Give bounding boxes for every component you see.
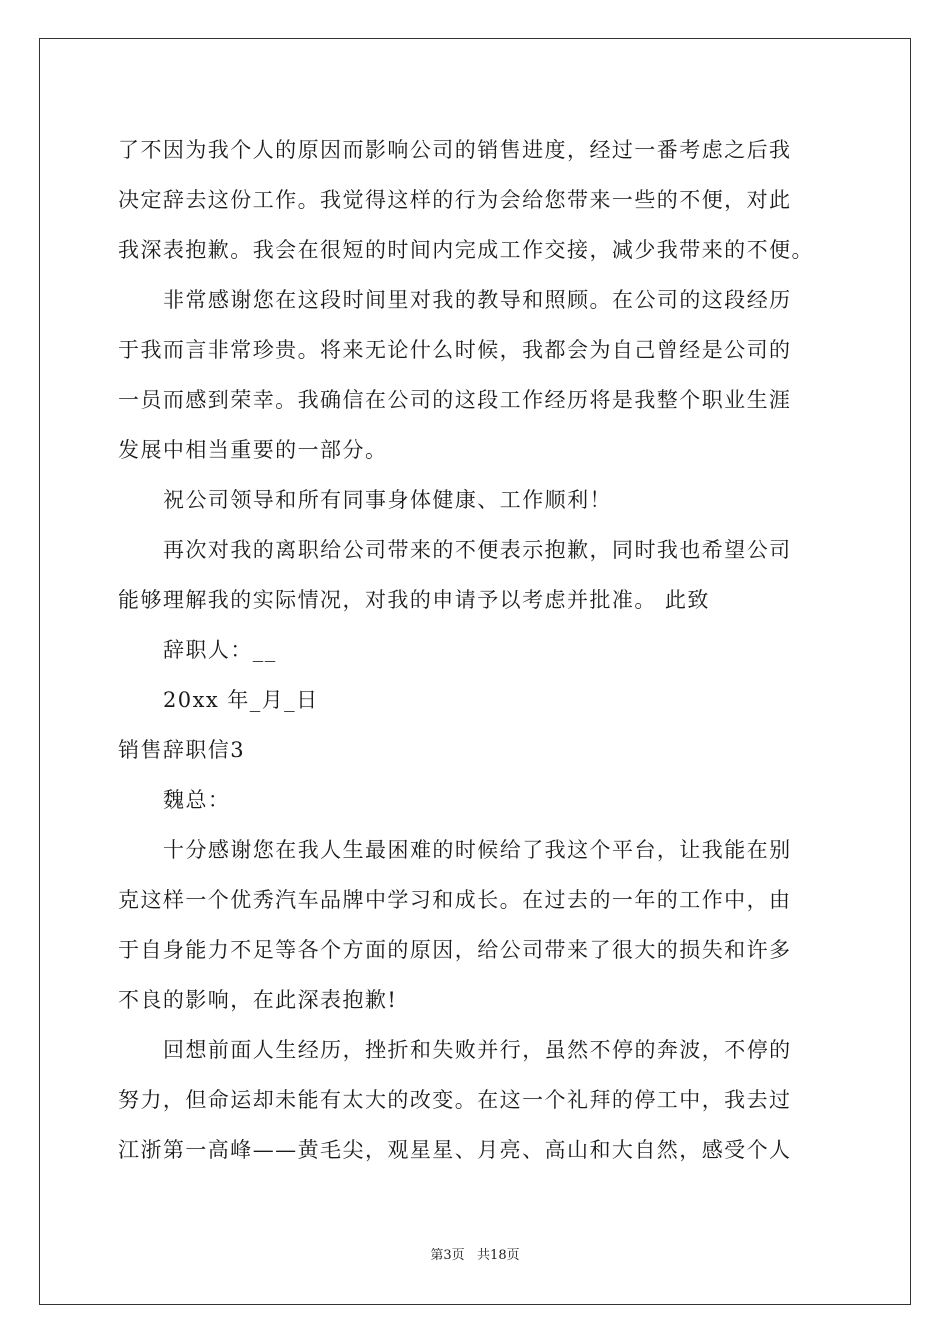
- text-line: 再次对我的离职给公司带来的不便表示抱歉，同时我也希望公司: [163, 538, 792, 562]
- text-line: 决定辞去这份工作。我觉得这样的行为会给您带来一些的不便，对此: [118, 188, 792, 212]
- text-line: 能够理解我的实际情况，对我的申请予以考虑并批准。 此致: [118, 588, 710, 612]
- text-line: 了不因为我个人的原因而影响公司的销售进度，经过一番考虑之后我: [118, 138, 792, 162]
- text-line: 不良的影响，在此深表抱歉!: [118, 988, 398, 1012]
- date-line: 20xx 年_月_日: [163, 688, 319, 712]
- text-line: 一员而感到荣幸。我确信在公司的这段工作经历将是我整个职业生涯: [118, 388, 792, 412]
- text-line: 十分感谢您在我人生最困难的时候给了我这个平台，让我能在别: [163, 838, 792, 862]
- text-line: 努力，但命运却未能有太大的改变。在这一个礼拜的停工中，我去过: [118, 1088, 792, 1112]
- text-line: 发展中相当重要的一部分。: [118, 438, 388, 462]
- signer-line: 辞职人：__: [163, 638, 277, 662]
- text-line: 非常感谢您在这段时间里对我的教导和照顾。在公司的这段经历: [163, 288, 792, 312]
- section-heading: 销售辞职信3: [118, 738, 246, 762]
- text-line: 我深表抱歉。我会在很短的时间内完成工作交接，减少我带来的不便。: [118, 238, 814, 262]
- text-line: 于自身能力不足等各个方面的原因，给公司带来了很大的损失和许多: [118, 938, 792, 962]
- text-line: 江浙第一高峰——黄毛尖，观星星、月亮、高山和大自然，感受个人: [118, 1138, 792, 1162]
- text-line: 克这样一个优秀汽车品牌中学习和成长。在过去的一年的工作中，由: [118, 888, 792, 912]
- text-line: 祝公司领导和所有同事身体健康、工作顺利！: [163, 488, 612, 512]
- salutation: 魏总：: [163, 788, 231, 812]
- page-number-footer: 第3页 共18页: [430, 1248, 520, 1263]
- text-line: 于我而言非常珍贵。将来无论什么时候，我都会为自己曾经是公司的: [118, 338, 792, 362]
- text-line: 回想前面人生经历，挫折和失败并行，虽然不停的奔波，不停的: [163, 1038, 792, 1062]
